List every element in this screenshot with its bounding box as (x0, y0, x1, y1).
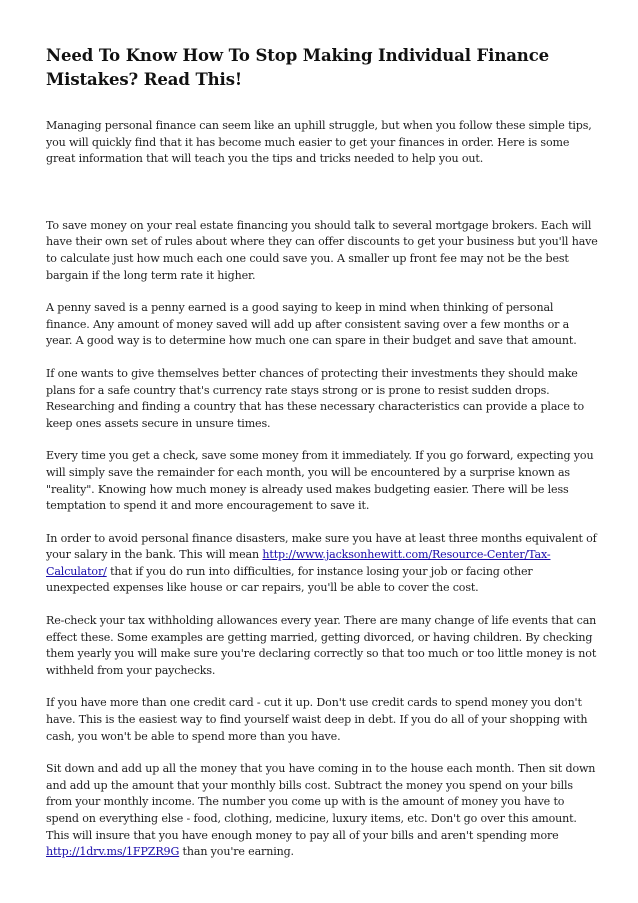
intro-paragraph: Managing personal finance can seem like an uphill struggle, but when you follow these simple tips, you will quickly find that it has become much easier to get your finances in order. Here is some great information that will teach you the tips and tricks needed to help you out. (46, 119, 592, 166)
tax-calculator-link[interactable]: http://www.jacksonhewitt.com/Resource-Center/Tax-Calculator/ (46, 548, 551, 578)
paragraph-text: In order to avoid personal finance disasters, make sure you have at least three months equivalent of your salary in the bank. This will mean (46, 531, 597, 562)
paragraph-mortgage: To save money on your real estate financing you should talk to several mortgage brokers. Each will have their own set of rules about where they can offer discounts to get your business but you'll have to calculate just how much each one could save you. A smaller up front fee may not be the best bargain if the long term rate it higher. (46, 218, 598, 282)
paragraph-text: Sit down and add up all the money that you have coming in to the house each month. Then sit down and add up the amount that your monthly bills cost. Subtract the money you spend on your bills from your monthly income. The number you come up with is the amount of money you have to spend on everything else - food, clothing, medicine, luxury items, etc. Don't go over this amount. This will insure that you have enough money to pay all of your bills and aren't spending more (46, 762, 596, 842)
paragraph-safe-country: If one wants to give themselves better chances of protecting their investments they should make plans for a safe country that's currency rate stays strong or is prone to resist sudden drops. Researching and finding a country that has these necessary characteristics can provide a place to keep ones assets secure in unsure times. (46, 366, 584, 430)
paragraph-credit-cards: If you have more than one credit card - cut it up. Don't use credit cards to spend money you don't have. This is the easiest way to find yourself waist deep in debt. If you do all of your shopping with cash, you won't be able to spend more than you have. (46, 696, 588, 743)
paragraph-text: that if you do run into difficulties, for instance losing your job or facing other unexpected expenses like house or car repairs, you'll be able to cover the cost. (46, 564, 533, 595)
paragraph-budget (46, 761, 598, 861)
paragraph-tax-withholding: Re-check your tax withholding allowances every year. There are many change of life events that can effect these. Some examples are getting married, getting divorced, or having children. By checking them yearly you will make sure you're declaring correctly so that too much or too little money is not withheld from your paychecks. (46, 614, 597, 677)
paragraph-emergency-fund (46, 531, 598, 597)
paragraph-penny-saved: A penny saved is a penny earned is a good saying to keep in mind when thinking of personal finance. Any amount of money saved will add up after consistent saving over a few months or a year. A good way is to determine how much one can spare in their budget and save that amount. (46, 301, 577, 348)
onedrive-link[interactable]: http://1drv.ms/1FPZR9G (46, 845, 180, 859)
article-title: Need To Know How To Stop Making Individual Finance Mistakes? Read This! (46, 46, 550, 89)
paragraph-text: than you're earning. (179, 845, 294, 859)
paragraph-check-savings: Every time you get a check, save some money from it immediately. If you go forward, expecting you will simply save the remainder for each month, you will be encountered by a surprise known as "reality". Knowing how much money is already used makes budgeting easier. There will be less temptation to spend it and more encouragement to save it. (46, 449, 594, 513)
